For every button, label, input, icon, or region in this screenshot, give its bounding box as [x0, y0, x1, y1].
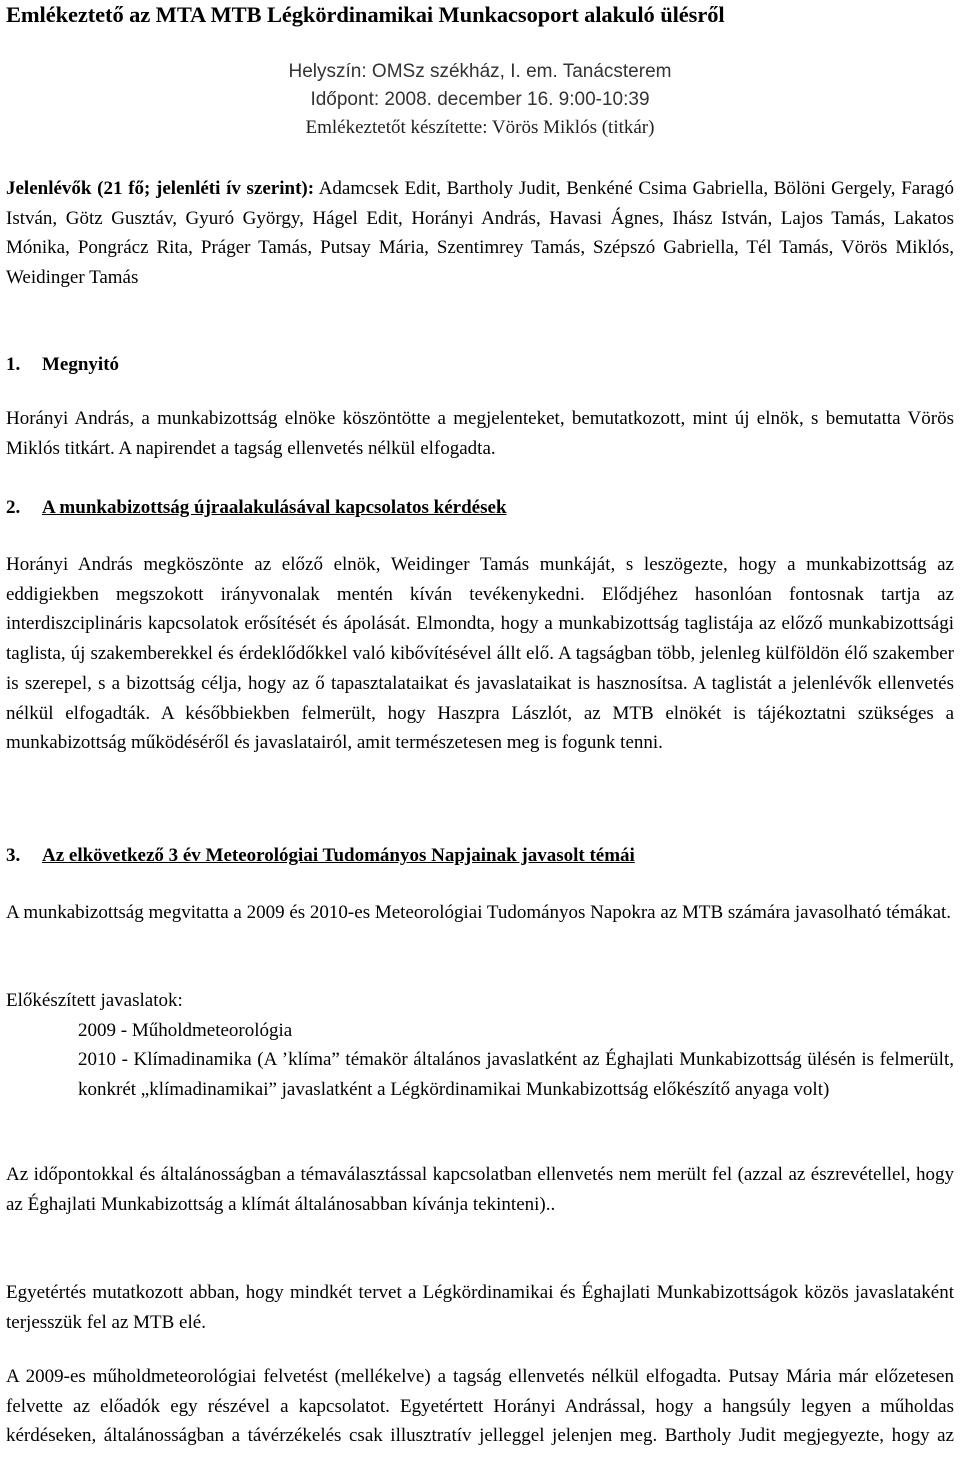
section-number: 3. — [6, 845, 21, 866]
paragraph: Horányi András megköszönte az előző elnök, Weidinger Tamás munkáját, s leszögezte, hogy a munkabizottság az eddigiekben megszokott irányvonalak mentén kíván tevékenykedni. Elődjéhez hasonlóan fontosnak tartja az interdiszciplináris kapcsolatok erősítését és ápolását. Elmondta, hogy a munkabizottság taglistája az előző munkabizottsági taglista, új szakemberekkel és érdeklődőkkel való kibővítésével állt elő. A tagságban több, jelenleg külföldön élő szakember is szerepel, s a bizottság célja, hogy az ő tapasztalataikat és javaslataikat is hasznosítsa. A taglistát a jelenlévők ellenvetés nélkül elfogadták. A későbbiekben felmerült, hogy Haszpra Lászlót, az MTB elnökét is tájékoztatni szükséges a munkabizottság működéséről és javaslatairól, amit természetesen meg is fogunk tenni. — [6, 554, 954, 754]
paragraph-agreement — [6, 1278, 954, 1337]
meeting-location: Helyszín: OMSz székház, I. em. Tanácsterem — [288, 61, 672, 82]
section-title: Megnyitó — [42, 354, 120, 375]
proposals-block — [6, 986, 954, 1105]
paragraph: Egyetértés mutatkozott abban, hogy mindkét tervet a Légkördinamikai és Éghajlati Munkabizottságok közös javaslataként terjesszük fel az MTB elé. — [6, 1282, 954, 1333]
paragraph: A munkabizottság megvitatta a 2009 és 2010-es Meteorológiai Tudományos Napokra az MTB számára javasolható témákat. — [6, 902, 952, 923]
attendees-names: Adamcsek Edit, Bartholy Judit, Benkéné Csima Gabriella, Bölöni Gergely, Faragó István, Götz Gusztáv, Gyuró György, Hágel Edit, Horányi András, Havasi Ágnes, Ihász István, Lajos Tamás, Lakatos Mónika, Pongrácz Rita, Práger Tamás, Putsay Mária, Szentimrey Tamás, Szépszó Gabriella, Tél Tamás, Vörös Miklós, Weidinger Tamás — [6, 178, 954, 289]
section-heading-3 — [6, 842, 635, 870]
section-2-text — [6, 550, 954, 758]
section-1-text — [6, 404, 954, 463]
attendees-label: Jelenlévők (21 fő; jelenléti ív szerint): — [6, 178, 315, 199]
paragraph: Horányi András, a munkabizottság elnöke köszöntötte a megjelenteket, bemutatkozott, mint új elnök, s bemutatta Vörös Miklós titkárt. A napirendet a tagság ellenvetés nélkül elfogadta. — [6, 408, 954, 459]
section-3-text — [6, 898, 954, 928]
section-title: Az elkövetkező 3 év Meteorológiai Tudományos Napjainak javasolt témái — [42, 845, 635, 866]
attendees-paragraph — [6, 174, 954, 293]
section-number: 2. — [6, 497, 21, 518]
proposals-label: Előkészített javaslatok: — [6, 990, 183, 1011]
meeting-time: Időpont: 2008. december 16. 9:00-10:39 — [310, 89, 650, 110]
paragraph-timing — [6, 1160, 954, 1219]
section-number: 1. — [6, 354, 21, 375]
paragraph: Az időpontokkal és általánosságban a témaválasztással kapcsolatban ellenvetés nem merült fel (azzal az észrevétellel, hogy az Éghajlati Munkabizottság a klímát általánosabban kívánja tekinteni).. — [6, 1164, 954, 1215]
section-heading-2 — [6, 494, 507, 522]
meeting-author: Emlékeztetőt készítette: Vörös Miklós (titkár) — [305, 117, 655, 138]
proposal-item: 2009 - Műholdmeteorológia — [78, 1019, 293, 1041]
paragraph: A 2009-es műholdmeteorológiai felvetést (mellékelve) a tagság ellenvetés nélkül elfogadta. Putsay Mária már előzetesen felvette az előadók egy részével a kapcsolatot. Egyetértett Horányi Andrással, hogy a hangsúly legyen a műholdas kérdéseken, általánosságban a távérzékelés csak illusztratív jelleggel jelenjen meg. Bartholy Judit megjegyezte, hogy az — [6, 1366, 954, 1447]
meeting-meta — [6, 58, 954, 142]
section-heading-1 — [6, 351, 119, 379]
section-title: A munkabizottság újraalakulásával kapcsolatos kérdések — [42, 497, 507, 518]
proposal-item: 2010 - Klímadinamika (A ’klíma” témakör általános javaslatként az Éghajlati Munkabizottság ülésén is felmerült, konkrét „klímadinamikai” javaslatként a Légkördinamikai Munkabizottság előkészítő anyaga volt) — [78, 1049, 954, 1101]
paragraph-satellite — [6, 1362, 954, 1451]
document-title: Emlékeztető az MTA MTB Légkördinamikai Munkacsoport alakuló ülésről — [6, 2, 725, 27]
